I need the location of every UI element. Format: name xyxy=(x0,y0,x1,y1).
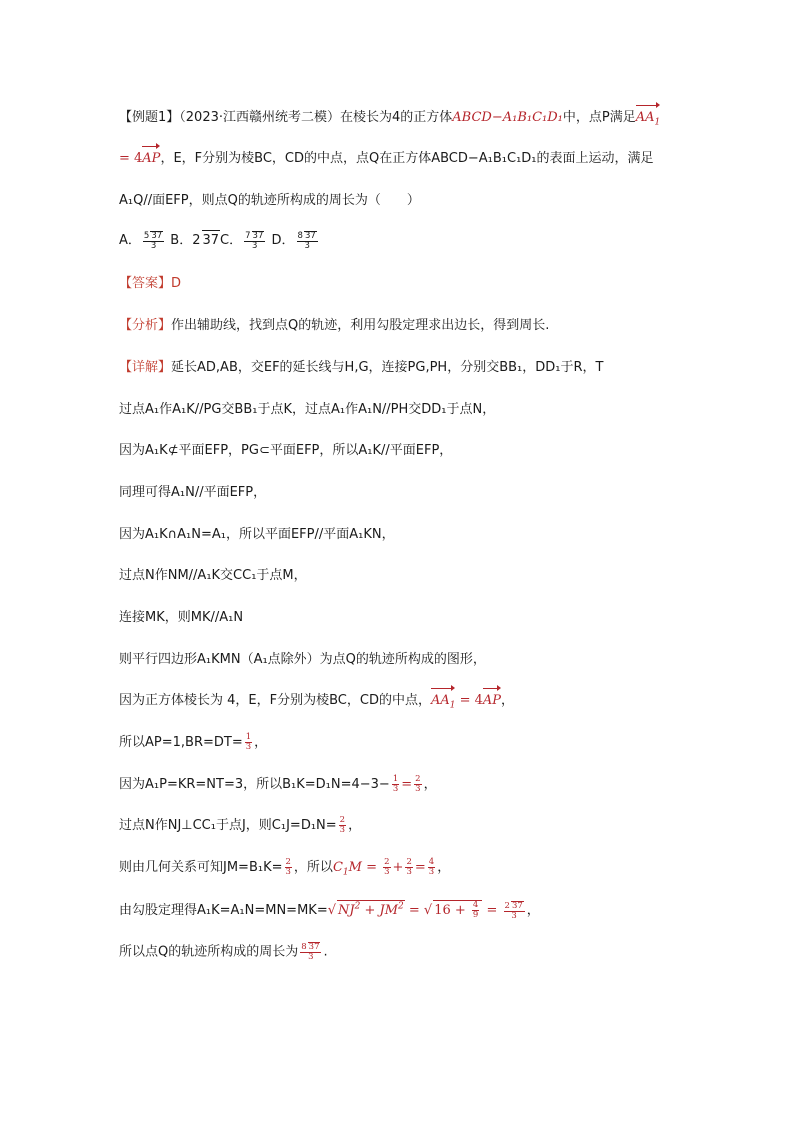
detail-line-13: 则由几何关系可知JM=B₁K= $\frac{2}{3}$ ，所以$C_1M$ = $\frac{2}{3}$ + $\frac{2}{3}$ = $\frac{4}{3}$ ， xyxy=(119,857,451,878)
detail-line-4 xyxy=(119,483,266,503)
vector-ap-2: AP xyxy=(483,691,501,711)
option-b-label: B． xyxy=(170,233,193,248)
detail-text-1: 延长AD,AB，交EF的延长线与H,G，连接PG,PH，分别交BB₁，DD₁于R，T xyxy=(171,360,604,375)
option-c-value: $\frac{7 37}{3}$ xyxy=(245,230,264,251)
fraction-4-3: $\frac{4}{3}$ xyxy=(428,857,435,877)
option-d-value: $\frac{8 37}{3}$ xyxy=(297,230,316,251)
problem-stem-2: ，E，F分别为棱BC，CD的中点，点Q在正方体ABCD−A₁B₁C₁D₁的表面上运动，满足 xyxy=(160,151,654,166)
fraction-2-3: $\frac{2}{3}$ xyxy=(415,774,421,794)
cube-name: ABCD−A₁B₁C₁D₁ xyxy=(452,110,563,125)
problem-source: （2023·江西赣州统考二模） xyxy=(179,110,340,125)
detail-line-15: 所以点Q的轨迹所构成的周长为 $\frac{8 37}{3}$ . xyxy=(119,942,328,962)
fraction-2-3c: $\frac{2}{3}$ xyxy=(285,857,291,877)
analysis-line xyxy=(119,316,549,336)
fraction-2sqrt37-3: $\frac{2 37}{3}$ xyxy=(504,900,523,921)
detail-line-1 xyxy=(119,358,603,378)
fraction-2-3e: $\frac{2}{3}$ xyxy=(406,857,412,877)
analysis-label: 【分析】 xyxy=(119,318,172,333)
detail-line-14: 由勾股定理得A₁K=A₁N=MN=MK=√ $NJ^2 + JM^2$ = √ 16 + $\frac{4}{9}$ = $\frac{2 37}{3}$ ， xyxy=(119,900,540,921)
fraction-8sqrt37-3: $\frac{8 37}{3}$ xyxy=(301,942,320,962)
fraction-1-3: $\frac{1}{3}$ xyxy=(245,732,252,752)
fraction-2-3d: $\frac{2}{3}$ xyxy=(384,857,390,877)
equals-13a: = xyxy=(361,860,382,875)
vector-equation: = 4 xyxy=(119,151,143,166)
answer-value: D xyxy=(171,276,182,291)
detail-text-12: 过点N作NJ⊥CC₁于点J，则C₁J=D₁N= xyxy=(119,818,337,833)
c1m-label: $C_1M$ xyxy=(332,860,362,878)
fraction-2-3b: $\frac{2}{3}$ xyxy=(339,815,346,835)
detail-text-11: 因为A₁P=KR=NT=3，所以B₁K=D₁N=4−3− xyxy=(119,777,390,792)
option-d-label: D． xyxy=(271,233,295,248)
detail-text-15: 所以点Q的轨迹所构成的周长为 xyxy=(119,944,299,960)
answer-label: 【答案】 xyxy=(119,276,172,291)
detail-line-2 xyxy=(119,400,495,420)
vector-eq-2: = 4 xyxy=(455,693,483,708)
detail-text-10: 所以AP=1,BR=DT= xyxy=(119,735,243,750)
detail-line-9: 因为正方体棱长为 4，E，F分别为棱BC，CD的中点，$AA_1 = 4AP$， xyxy=(119,693,515,711)
detail-line-10: 所以AP=1,BR=DT= $\frac{1}{3}$ ， xyxy=(119,732,268,752)
detail-line-7 xyxy=(119,608,243,628)
vector-ap: AP xyxy=(142,149,160,169)
detail-line-6 xyxy=(119,566,307,586)
detail-text-6: 过点N作NM//A₁K交CC₁于点M， xyxy=(119,568,307,583)
problem-stem-3: A₁Q//面EFP，则点Q的轨迹所构成的周长为（ ） xyxy=(119,193,420,208)
detail-text-9: 因为正方体棱长为 4，E，F分别为棱BC，CD的中点， xyxy=(119,693,431,708)
vector-aa1-2: $AA_1$ xyxy=(430,693,456,711)
fraction-1-3b: $\frac{1}{3}$ xyxy=(392,774,399,794)
detail-text-2: 过点A₁作A₁K//PG交BB₁于点K，过点A₁作A₁N//PH交DD₁于点N， xyxy=(119,402,496,417)
detail-line-12: 过点N作NJ⊥CC₁于点J，则C₁J=D₁N= $\frac{2}{3}$ ， xyxy=(119,815,362,835)
sqrt-expr-1: √ $NJ^2 + JM^2$ = √ 16 + $\frac{4}{9}$ = xyxy=(327,900,502,920)
equals-13b: = xyxy=(414,860,426,875)
equals-11: = xyxy=(401,777,413,792)
detail-text-13: 则由几何关系可知JM=B₁K= xyxy=(119,860,283,875)
answer-line xyxy=(119,274,181,294)
detail-line-5 xyxy=(119,525,395,545)
detail-text-14: 由勾股定理得A₁K=A₁N=MN=MK= xyxy=(119,903,328,918)
options-line xyxy=(119,230,320,251)
vector-aa1: $AA_1$ xyxy=(635,110,661,128)
detail-text-4: 同理可得A₁N//平面EFP， xyxy=(119,485,267,500)
problem-line-1 xyxy=(119,108,660,128)
problem-line-3 xyxy=(119,191,420,211)
problem-stem-1a: 在棱长为4的正方体 xyxy=(340,110,453,125)
example-tag: 【例题1】 xyxy=(119,110,180,125)
option-c-label: C． xyxy=(220,233,243,248)
detail-text-5: 因为A₁K∩A₁N=A₁，所以平面EFP//平面A₁KN， xyxy=(119,527,395,542)
detail-line-3 xyxy=(119,441,452,461)
detail-label: 【详解】 xyxy=(119,360,172,375)
option-b-value: 2 37 xyxy=(192,233,220,248)
detail-line-11: 因为A₁P=KR=NT=3，所以B₁K=D₁N=4−3− $\frac{1}{3}$ = $\frac{2}{3}$ ， xyxy=(119,774,437,794)
option-a-label: A． xyxy=(119,233,141,248)
detail-text-7: 连接MK，则MK//A₁N xyxy=(119,610,244,625)
plus-13: + xyxy=(392,860,404,875)
problem-line-2 xyxy=(119,149,654,169)
analysis-text: 作出辅助线，找到点Q的轨迹，利用勾股定理求出边长，得到周长. xyxy=(171,318,550,333)
detail-text-3: 因为A₁K⊄平面EFP，PG⊂平面EFP，所以A₁K//平面EFP， xyxy=(119,443,453,458)
problem-stem-1b: 中，点P满足 xyxy=(562,110,636,125)
detail-text-8: 则平行四边形A₁KMN（A₁点除外）为点Q的轨迹所构成的图形， xyxy=(119,652,486,667)
detail-line-8 xyxy=(119,650,486,670)
option-a-value: $\frac{5 37}{3}$ xyxy=(143,230,163,251)
